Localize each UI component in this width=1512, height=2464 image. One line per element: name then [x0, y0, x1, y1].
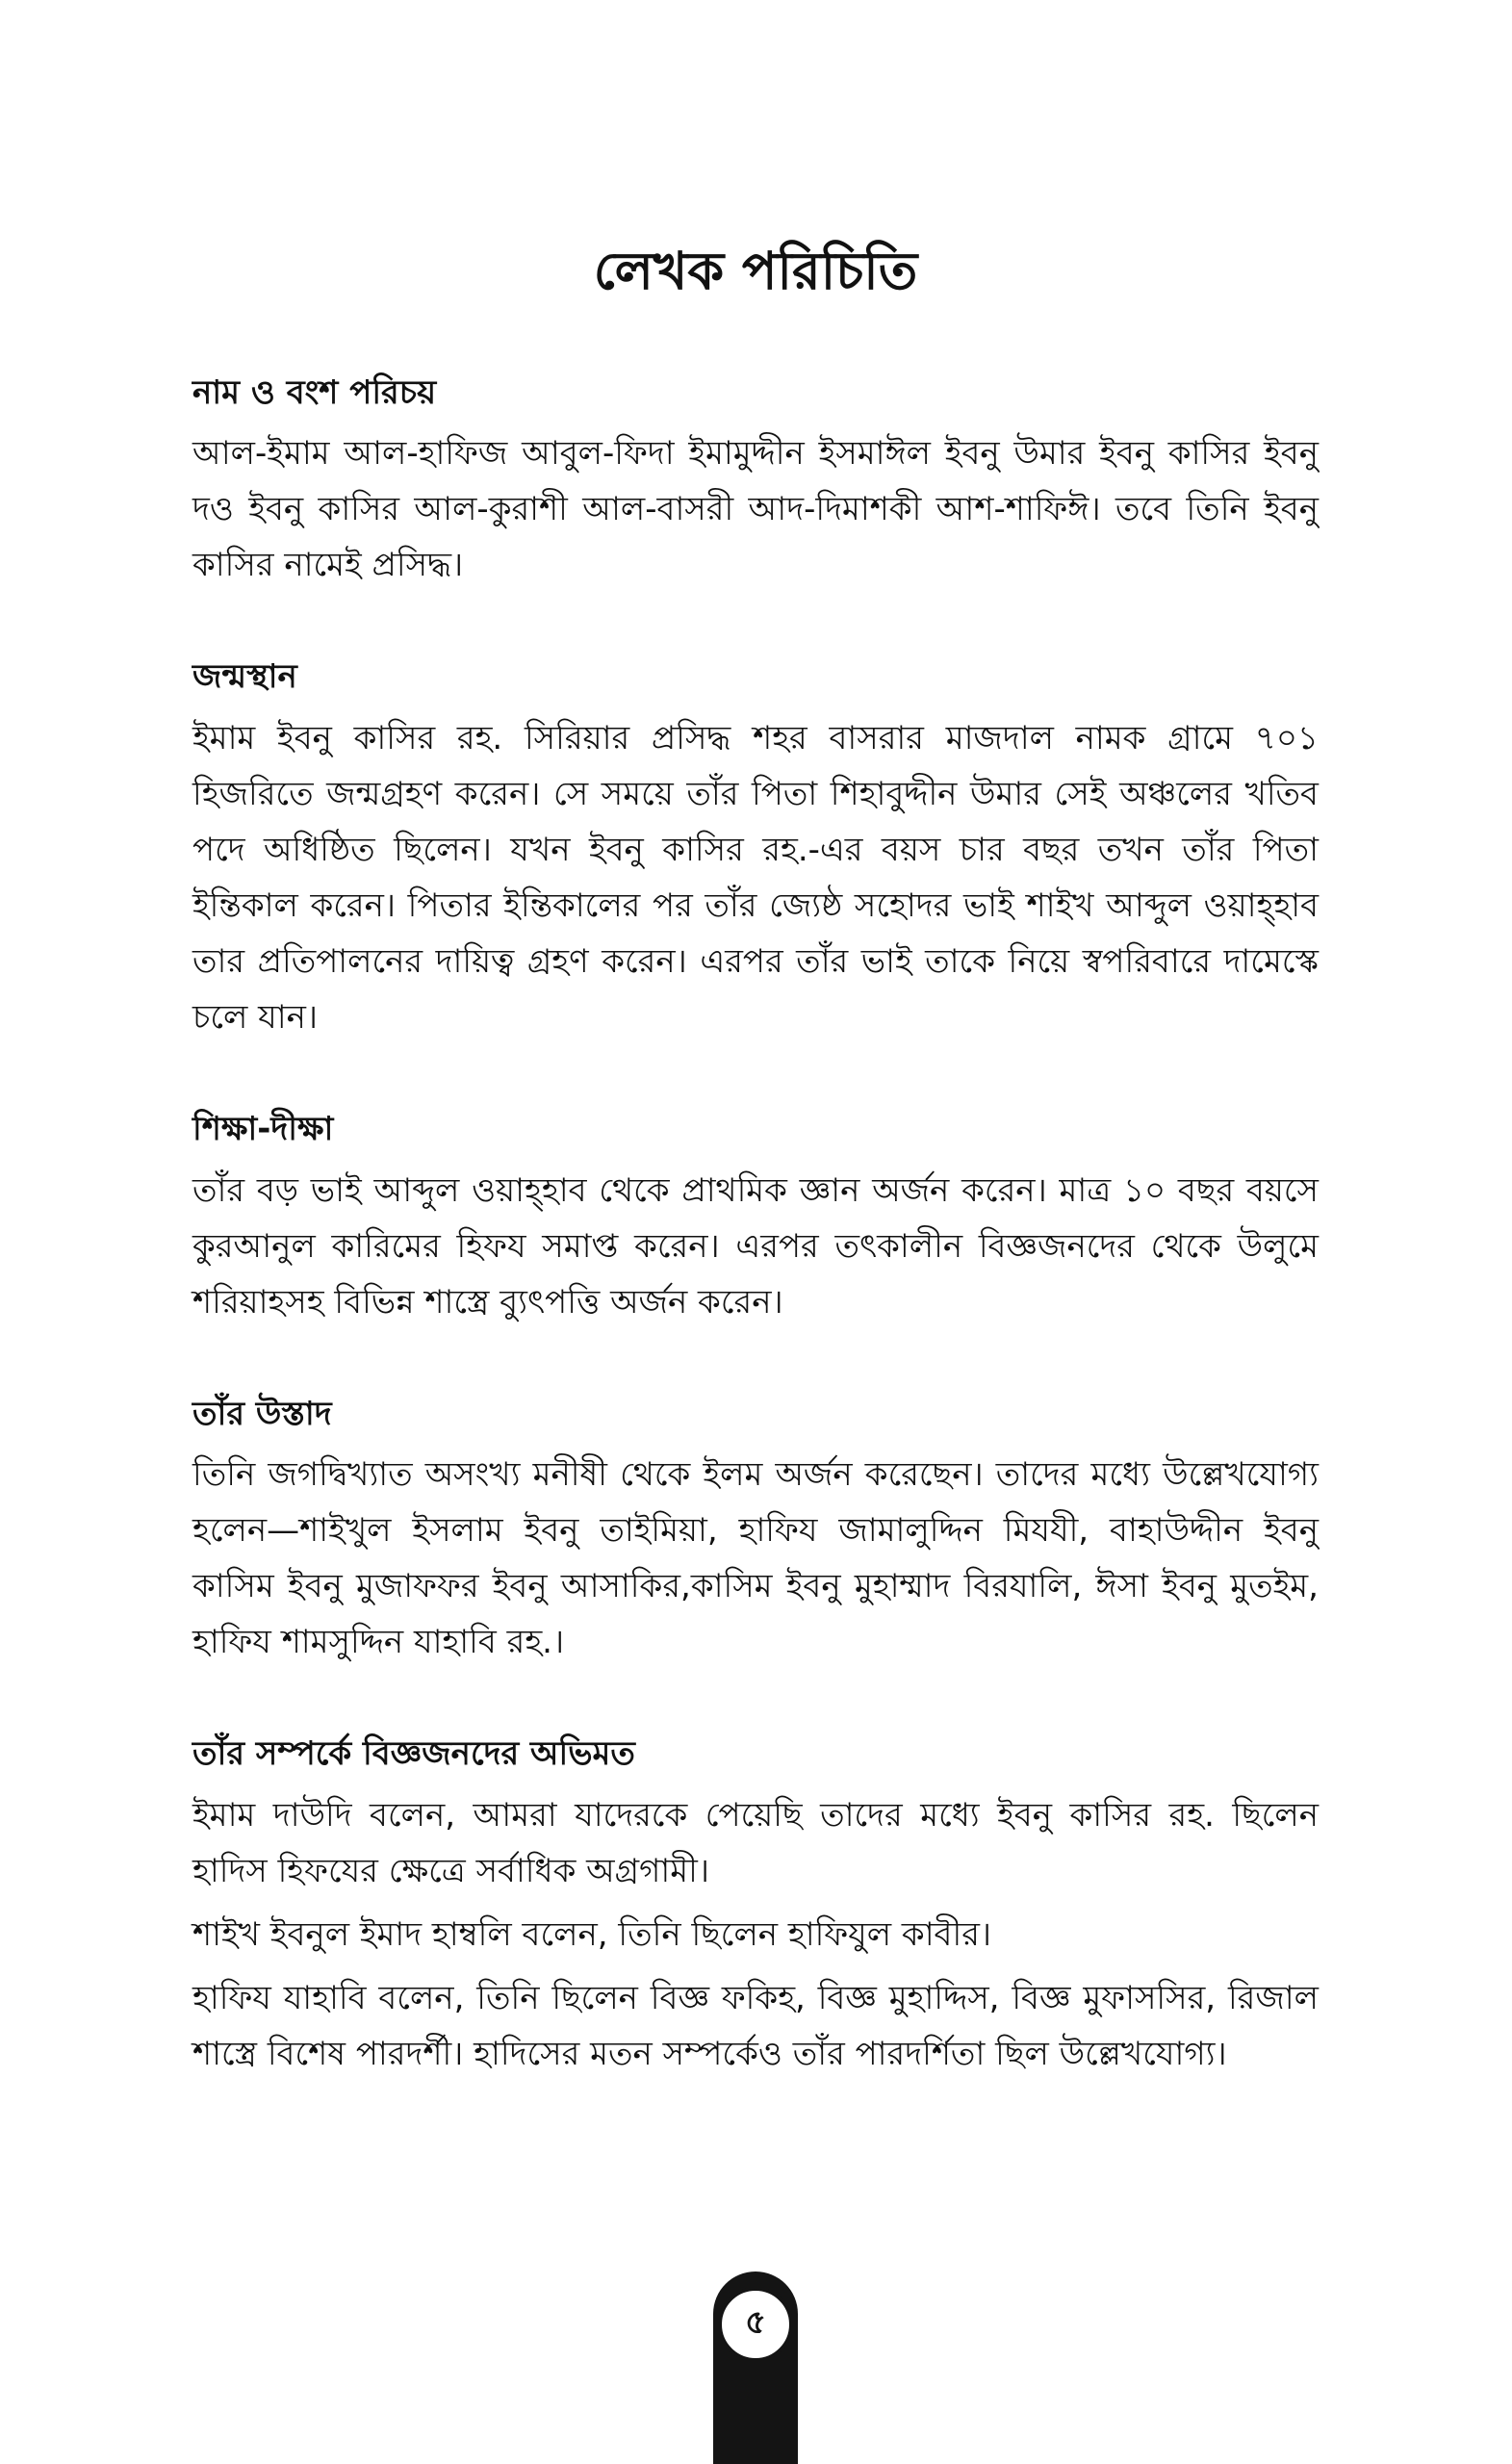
section-education — [192, 1107, 1319, 1330]
section-heading: তাঁর উস্তাদ — [192, 1394, 332, 1433]
section-heading: জন্মস্থান — [192, 657, 297, 697]
section-paragraph: আল-ইমাম আল-হাফিজ আবুল-ফিদা ইমামুদ্দীন ইসমাঈল ইবনু উমার ইবনু কাসির ইবনু দও ইবনু কাসির আল-কুরাশী আল-বাসরী আদ-দিমাশকী আশ-শাফিঈ। তবে তিনি ইবনু কাসির নামেই প্রসিদ্ধ। — [192, 434, 1319, 585]
section-paragraph: তিনি জগদ্বিখ্যাত অসংখ্য মনীষী থেকে ইলম অর্জন করেছেন। তাদের মধ্যে উল্লেখযোগ্য হলেন—শাইখুল ইসলাম ইবনু তাইমিয়া, হাফিয জামালুদ্দিন মিযযী, বাহাউদ্দীন ইবনু কাসিম ইবনু মুজাফফর ইবনু আসাকির,কাসিম ইবনু মুহাম্মাদ বিরযালি, ঈসা ইবনু মুতইম, হাফিয শামসুদ্দিন যাহাবি রহ.। — [192, 1455, 1319, 1662]
section-teachers — [192, 1392, 1319, 1671]
page-title: লেখক পরিচিতি — [593, 241, 918, 301]
page-content — [192, 241, 1319, 2143]
section-heading: তাঁর সম্পর্কে বিজ্ঞজনদের অভিমত — [192, 1734, 635, 1774]
section-name-lineage — [192, 371, 1319, 594]
section-heading: শিক্ষা-দীক্ষা — [192, 1109, 334, 1148]
section-paragraph: তাঁর বড় ভাই আব্দুল ওয়াহ্হাব থেকে প্রাথমিক জ্ঞান অর্জন করেন। মাত্র ১০ বছর বয়সে কুরআনুল কারিমের হিফয সমাপ্ত করেন। এরপর তৎকালীন বিজ্ঞজনদের থেকে উলুমে শরিয়াহসহ বিভিন্ন শাস্ত্রে ব্যুৎপত্তি অর্জন করেন। — [192, 1170, 1319, 1322]
section-paragraph: ইমাম দাউদি বলেন, আমরা যাদেরকে পেয়েছি তাদের মধ্যে ইবনু কাসির রহ. ছিলেন হাদিস হিফযের ক্ষেত্রে সর্বাধিক অগ্রগামী। — [192, 1795, 1319, 1890]
section-birthplace — [192, 654, 1319, 1045]
page-number: ৫ — [718, 2287, 793, 2362]
section-heading: নাম ও বংশ পরিচয় — [192, 372, 437, 412]
section-scholar-opinions — [192, 1732, 1319, 2082]
section-paragraph: শাইখ ইবনুল ইমাদ হাম্বলি বলেন, তিনি ছিলেন হাফিযুল কাবীর। — [192, 1914, 992, 1954]
section-paragraph: ইমাম ইবনু কাসির রহ. সিরিয়ার প্রসিদ্ধ শহর বাসরার মাজদাল নামক গ্রামে ৭০১ হিজরিতে জন্মগ্রহণ করেন। সে সময়ে তাঁর পিতা শিহাবুদ্দীন উমার সেই অঞ্চলের খতিব পদে অধিষ্ঠিত ছিলেন। যখন ইবনু কাসির রহ.-এর বয়স চার বছর তখন তাঁর পিতা ইন্তিকাল করেন। পিতার ইন্তিকালের পর তাঁর জ্যেষ্ঠ সহোদর ভাই শাইখ আব্দুল ওয়াহ্হাব তার প্রতিপালনের দায়িত্ব গ্রহণ করেন। এরপর তাঁর ভাই তাকে নিয়ে স্বপরিবারে দামেস্কে চলে যান। — [192, 718, 1319, 1037]
section-paragraph: হাফিয যাহাবি বলেন, তিনি ছিলেন বিজ্ঞ ফকিহ, বিজ্ঞ মুহাদ্দিস, বিজ্ঞ মুফাসসির, রিজাল শাস্ত্রে বিশেষ পারদর্শী। হাদিসের মতন সম্পর্কেও তাঁর পারদর্শিতা ছিল উল্লেখযোগ্য। — [192, 1978, 1319, 2073]
